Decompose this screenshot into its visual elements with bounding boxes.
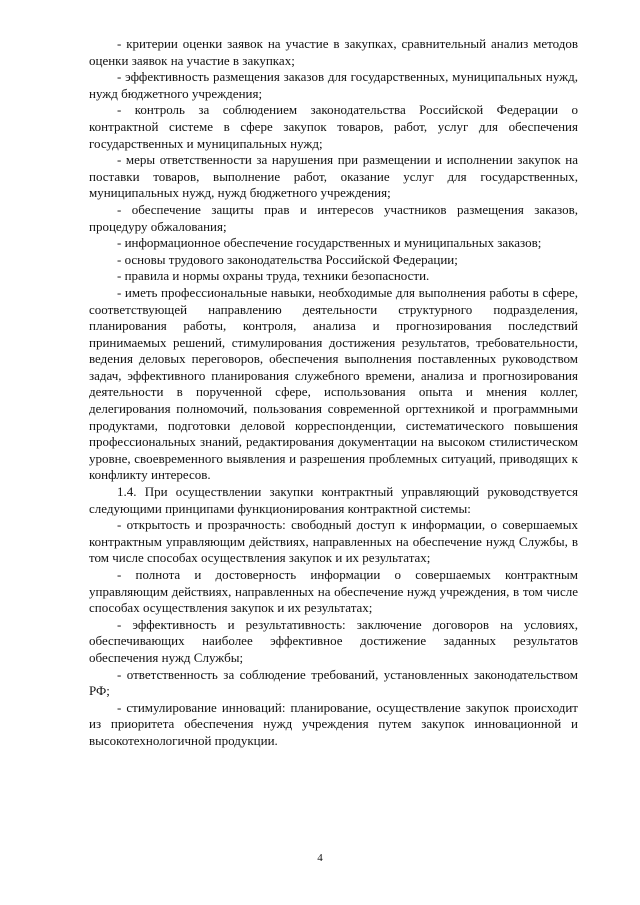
paragraph-responsibility: - ответственность за соблюдение требований, установленных законодательством РФ; [89, 666, 578, 699]
paragraph-openness-transparency: - открытость и прозрачность: свободный доступ к информации, о совершаемых контрактным управляющим действиях, направленных на обеспечение нужд Службы, в том числе способах осуществления закупок и их результатах; [89, 517, 578, 566]
paragraph-efficiency-effectiveness: - эффективность и результативность: заключение договоров на условиях, обеспечивающих наиболее эффективное достижение заданных результатов обеспечения нужд Службы; [89, 616, 578, 665]
paragraph-participant-rights-protection: - обеспечение защиты прав и интересов участников размещения заказов, процедуру обжалования; [89, 201, 578, 234]
paragraph-labour-law-basics: - основы трудового законодательства Российской Федерации; [117, 251, 458, 267]
paragraph-information-support: - информационное обеспечение государственных и муниципальных заказов; [117, 235, 542, 251]
paragraph-innovation-stimulation: - стимулирование инноваций: планирование, осуществление закупок происходит из приоритета обеспечения нужд учреждения путем закупок инновационной и высокотехнологичной продукции. [89, 699, 578, 748]
paragraph-professional-skills: - иметь профессиональные навыки, необходимые для выполнения работы в сфере, соответствующей направлению деятельности структурного подразделения, планирования работы, контроля, анализа и прогнозирования последствий принимаемых решений, стимулирования достижения результатов, требовательности, ведения деловых переговоров, обеспечения выполнения поставленных руководством задач, эффективного планирования служебного времени, анализа и прогнозирования деятельности в порученной сфере, использования опыта и мнения коллег, делегирования полномочий, пользования современной оргтехникой и программными продуктами, подготовки деловой корреспонденции, систематического повышения профессиональных знаний, редактирования документации на высоком стилистическом уровне, своевременного выявления и разрешения проблемных ситуаций, приводящих к конфликту интересов. [89, 284, 578, 483]
page-number: 4 [317, 852, 323, 864]
paragraph-liability-measures: - меры ответственности за нарушения при размещении и исполнении закупок на поставки товаров, выполнение работ, оказание услуг для государственных, муниципальных нужд, нужд бюджетного учреждения; [89, 152, 578, 201]
paragraph-bid-evaluation-criteria: - критерии оценки заявок на участие в закупках, сравнительный анализ методов оценки заявок на участие в закупках; [89, 36, 578, 68]
paragraph-safety-rules: - правила и нормы охраны труда, техники безопасности. [117, 268, 430, 284]
paragraph-order-placement-efficiency: - эффективность размещения заказов для государственных, муниципальных нужд, нужд бюджетного учреждения; [89, 69, 578, 101]
paragraph-section-1-4: 1.4. При осуществлении закупки контрактный управляющий руководствуется следующими принципами функционирования контрактной системы: [89, 484, 578, 516]
document-body [89, 36, 578, 750]
paragraph-completeness-reliability: - полнота и достоверность информации о совершаемых контрактным управляющим действиях, направленных на обеспечение нужд учреждения, в том числе способах осуществления закупок и их результатах; [89, 567, 578, 616]
paragraph-legislation-compliance-control: - контроль за соблюдением законодательства Российской Федерации о контрактной системе в сфере закупок товаров, работ, услуг для обеспечения государственных и муниципальных нужд; [89, 102, 578, 151]
